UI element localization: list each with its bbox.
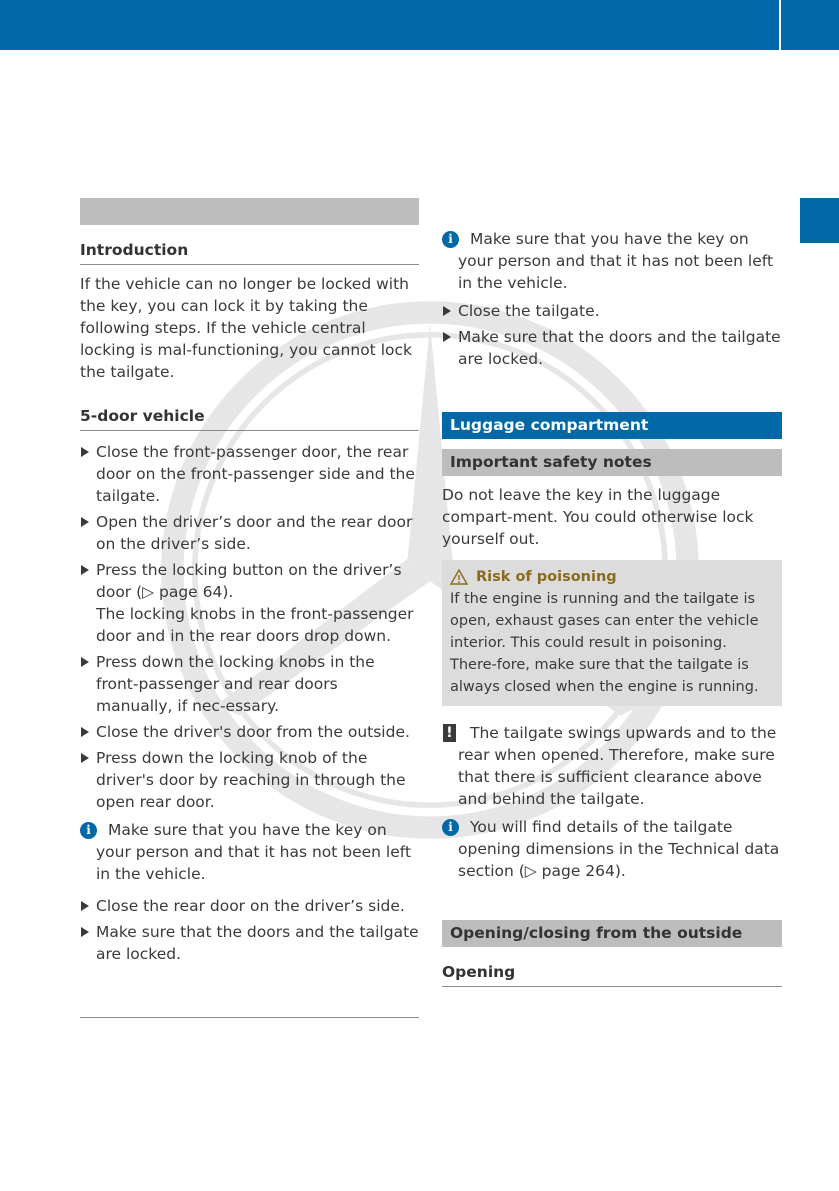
warning-header — [450, 566, 774, 588]
step-arrow-icon — [81, 927, 89, 937]
step-item — [80, 721, 419, 743]
step-item — [442, 326, 782, 370]
left-section-bar — [80, 198, 419, 225]
opening-heading: Opening — [442, 961, 782, 987]
warning-box — [442, 560, 782, 706]
step-item — [442, 300, 782, 322]
safety-text: Do not leave the key in the luggage compart-ment. You could otherwise lock yourself out. — [442, 486, 754, 548]
safety-notes-heading: Important safety notes — [442, 449, 782, 476]
tailgate-steps — [442, 300, 782, 370]
step-arrow-icon — [81, 657, 89, 667]
step-item — [80, 921, 419, 965]
warning-text: If the engine is running and the tailgate is open, exhaust gases can enter the vehicle interior. This could result in poisoning. There-fore, make sure that the tailgate is always closed when the engine is running. — [450, 591, 759, 695]
info-icon: i — [442, 819, 459, 836]
step-text: Close the tailgate. — [458, 302, 600, 320]
left-column — [80, 198, 419, 1018]
open-close-heading: Opening/closing from the outside — [442, 920, 782, 947]
step-text: Close the front-passenger door, the rear door on the front-passenger side and the tailgate. — [96, 443, 415, 505]
banner-divider — [779, 0, 781, 50]
right-column — [442, 228, 782, 987]
info-icon: i — [442, 231, 459, 248]
info-note-text: Make sure that you have the key on your person and that it has not been left in the vehicle. — [96, 821, 412, 883]
step-text: Make sure that the doors and the tailgate are locked. — [96, 923, 419, 963]
banner-end-block — [782, 0, 784, 50]
final-steps — [80, 895, 419, 965]
caution-note-text: The tailgate swings upwards and to the rear when opened. Therefore, make sure that there is sufficient clearance above and behind the tailgate. — [458, 724, 777, 808]
caution-note — [442, 722, 782, 810]
step-text: Close the driver's door from the outside. — [96, 723, 410, 741]
step-text: Open the driver’s door and the rear door on the driver’s side. — [96, 513, 413, 553]
step-arrow-icon — [81, 727, 89, 737]
step-arrow-icon — [81, 901, 89, 911]
step-arrow-icon — [81, 565, 89, 575]
step-item — [80, 441, 419, 507]
intro-text: If the vehicle can no longer be locked with the key, you can lock it by taking the following steps. If the vehicle central locking is mal-functioning, you cannot lock the tailgate. — [80, 275, 412, 381]
step-arrow-icon — [81, 753, 89, 763]
warning-title: Risk of poisoning — [476, 569, 617, 585]
section-end-rule — [80, 1017, 419, 1018]
info-note-text: You will find details of the tailgate opening dimensions in the Technical data section (▷ page 264). — [458, 818, 780, 880]
step-item — [80, 511, 419, 555]
info-note — [442, 816, 782, 882]
top-banner — [0, 0, 839, 50]
luggage-compartment-title: Luggage compartment — [442, 412, 782, 439]
step-text: Make sure that the doors and the tailgate are locked. — [458, 328, 781, 368]
step-text: Press down the locking knobs in the front-passenger and rear doors manually, if nec-essary. — [96, 653, 375, 715]
step-item — [80, 651, 419, 717]
step-result: The locking knobs in the front-passenger door and in the rear doors drop down. — [96, 605, 414, 645]
info-icon: i — [80, 822, 97, 839]
five-door-heading: 5-door vehicle — [80, 405, 419, 431]
step-text: Press the locking button on the driver’s door (▷ page 64). — [96, 561, 402, 601]
step-item — [80, 747, 419, 813]
info-note-text: Make sure that you have the key on your person and that it has not been left in the vehicle. — [458, 230, 774, 292]
warning-triangle-icon — [450, 569, 468, 585]
step-arrow-icon — [443, 306, 451, 316]
step-text: Close the rear door on the driver’s side. — [96, 897, 405, 915]
locking-steps — [80, 441, 419, 813]
step-arrow-icon — [81, 447, 89, 457]
step-arrow-icon — [81, 517, 89, 527]
intro-heading: Introduction — [80, 239, 419, 265]
step-text: Press down the locking knob of the driver's door by reaching in through the open rear door. — [96, 749, 406, 811]
step-arrow-icon — [443, 332, 451, 342]
chapter-thumb-tab — [800, 198, 839, 243]
info-note — [442, 228, 782, 294]
caution-icon: ! — [443, 724, 456, 742]
step-item — [80, 895, 419, 917]
step-item — [80, 559, 419, 647]
info-note — [80, 819, 419, 885]
